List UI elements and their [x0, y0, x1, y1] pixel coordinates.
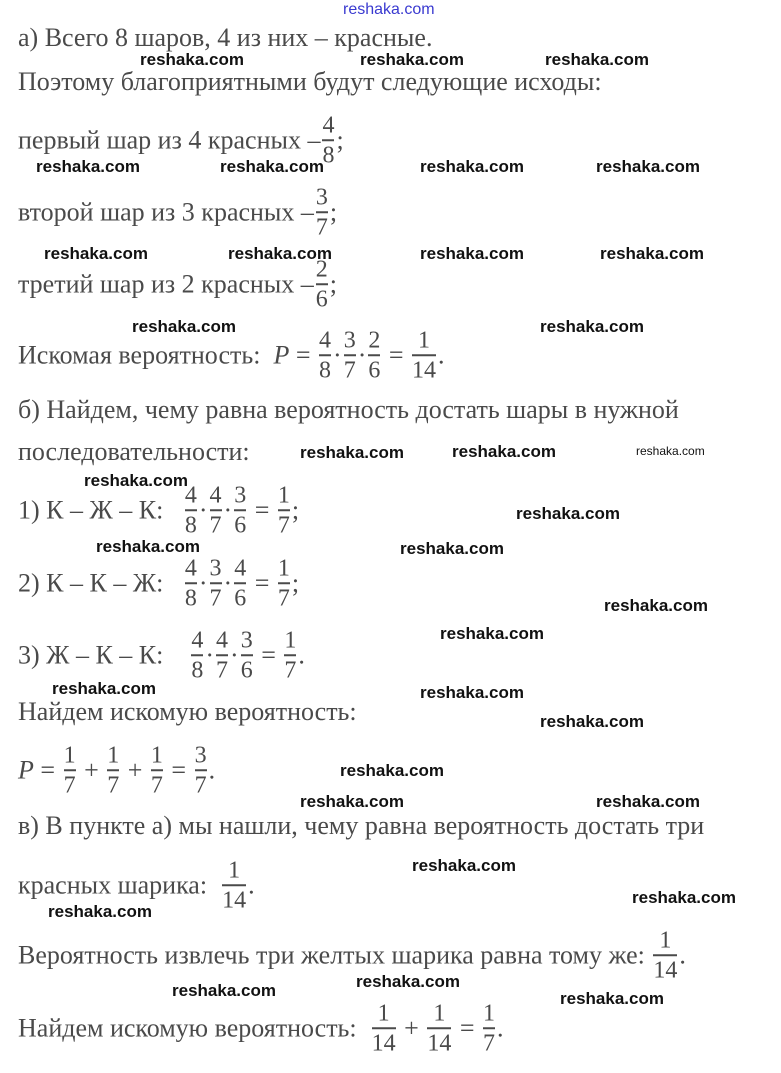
text-line [18, 397, 679, 423]
watermark: reshaka.com [84, 471, 188, 490]
fraction-bar [151, 769, 163, 771]
denominator: 7 [482, 1029, 495, 1056]
watermark: reshaka.com [52, 679, 156, 698]
fraction-bar [191, 654, 203, 656]
denominator: 7 [194, 771, 207, 798]
denominator: 14 [371, 1029, 396, 1056]
fraction [344, 328, 356, 382]
text-segment: ; [291, 495, 300, 524]
fraction-bar [319, 354, 331, 356]
denominator: 7 [284, 656, 297, 683]
fraction-bar [653, 954, 677, 956]
text-segment: · [205, 640, 215, 669]
denominator: 7 [209, 584, 222, 611]
numerator: 2 [368, 327, 381, 354]
text-segment: ; [291, 568, 300, 597]
denominator: 7 [209, 511, 222, 538]
text-segment: = [289, 340, 318, 369]
fraction [185, 483, 197, 537]
text-segment: · [223, 495, 233, 524]
text-segment: + [397, 1013, 426, 1042]
text-line [18, 928, 686, 982]
watermark: reshaka.com [300, 792, 404, 811]
watermark: reshaka.com [172, 981, 276, 1000]
numerator: 3 [240, 627, 253, 654]
fraction [191, 628, 203, 682]
denominator: 7 [277, 511, 290, 538]
denominator: 8 [184, 584, 197, 611]
fraction [372, 1001, 396, 1055]
denominator: 14 [222, 886, 247, 913]
text-line [18, 699, 357, 725]
text-segment: Искомая вероятность: [18, 340, 274, 369]
fraction-bar [368, 354, 380, 356]
fraction [427, 1001, 451, 1055]
numerator: 1 [659, 927, 672, 954]
text-segment: = [164, 755, 193, 784]
denominator: 7 [150, 771, 163, 798]
text-segment: · [198, 495, 208, 524]
fraction-bar [216, 654, 228, 656]
watermark: reshaka.com [412, 856, 516, 875]
text-segment: третий шар из 2 красных – [18, 269, 314, 298]
denominator: 14 [427, 1029, 452, 1056]
watermark: reshaka.com [596, 792, 700, 811]
numerator: 1 [277, 555, 290, 582]
numerator: 4 [191, 627, 204, 654]
watermark: reshaka.com [452, 442, 556, 461]
numerator: 4 [319, 327, 332, 354]
numerator: 1 [277, 482, 290, 509]
fraction [278, 483, 290, 537]
denominator: 7 [315, 213, 328, 240]
denominator: 8 [319, 356, 332, 383]
watermark: reshaka.com [420, 683, 524, 702]
watermark: reshaka.com [560, 989, 664, 1008]
fraction-bar [316, 283, 328, 285]
text-segment: Найдем искомую вероятность: [18, 1013, 370, 1042]
watermark: reshaka.com [132, 317, 236, 336]
fraction-bar [185, 582, 197, 584]
watermark: reshaka.com [228, 244, 332, 263]
numerator: 4 [216, 627, 229, 654]
fraction [195, 743, 207, 797]
denominator: 14 [653, 956, 678, 983]
text-segment: Поэтому благоприятными будут следующие исходы: [18, 67, 602, 96]
fraction-bar [322, 139, 334, 141]
watermark: reshaka.com [440, 624, 544, 643]
watermark: reshaka.com [300, 443, 404, 462]
text-line [18, 185, 337, 239]
watermark: reshaka.com [636, 444, 705, 458]
numerator: 3 [343, 327, 356, 354]
equation-line [18, 328, 445, 382]
equation-line [18, 483, 299, 537]
fraction [412, 328, 436, 382]
text-segment: 1) К – Ж – К: [18, 495, 183, 524]
numerator: 4 [234, 555, 247, 582]
text-segment: · [198, 568, 208, 597]
fraction-bar [412, 354, 436, 356]
denominator: 14 [412, 356, 437, 383]
text-segment: в) В пункте а) мы нашли, чему равна вероятность достать три [18, 811, 705, 840]
denominator: 6 [234, 511, 247, 538]
numerator: 2 [315, 256, 328, 283]
denominator: 8 [191, 656, 204, 683]
numerator: 1 [482, 1000, 495, 1027]
text-segment: · [230, 640, 239, 669]
text-segment: б) Найдем, чему равна вероятность достать шары в нужной [18, 395, 679, 424]
text-segment: последовательности: [18, 437, 250, 466]
fraction-bar [483, 1027, 495, 1029]
denominator: 8 [322, 141, 335, 168]
text-segment: а) Всего 8 шаров, 4 из них – красные. [18, 23, 433, 52]
watermark: reshaka.com [356, 972, 460, 991]
text-segment: . [496, 1013, 504, 1042]
text-line [18, 439, 250, 465]
fraction [316, 257, 328, 311]
text-segment: . [208, 755, 216, 784]
text-segment: ; [329, 197, 338, 226]
text-segment: = [453, 1013, 481, 1042]
fraction [368, 328, 380, 382]
numerator: 1 [63, 742, 76, 769]
text-segment: 3) Ж – К – К: [18, 640, 190, 669]
fraction-bar [107, 769, 119, 771]
fraction-bar [64, 769, 76, 771]
fraction [278, 556, 290, 610]
watermark: reshaka.com [220, 157, 324, 176]
text-segment: = [382, 340, 411, 369]
numerator: 1 [418, 327, 431, 354]
denominator: 6 [368, 356, 381, 383]
fraction-bar [278, 509, 290, 511]
fraction [316, 185, 328, 239]
fraction-bar [284, 654, 296, 656]
text-segment: . [248, 870, 255, 899]
fraction-bar [210, 509, 222, 511]
numerator: 4 [209, 482, 222, 509]
text-line [18, 25, 432, 51]
watermark: reshaka.com [604, 596, 708, 615]
fraction [64, 743, 76, 797]
text-segment: = [248, 568, 276, 597]
fraction-bar [427, 1027, 451, 1029]
text-segment: красных шарика: [18, 870, 221, 899]
text-line [18, 257, 337, 311]
header-watermark: reshaka.com [343, 1, 435, 18]
denominator: 7 [277, 584, 290, 611]
numerator: 3 [209, 555, 222, 582]
denominator: 8 [184, 511, 197, 538]
text-segment: . [679, 940, 686, 969]
text-segment: + [121, 755, 149, 784]
text-segment: первый шар из 4 красных – [18, 125, 321, 154]
watermark: reshaka.com [400, 539, 504, 558]
fraction [107, 743, 119, 797]
fraction-bar [278, 582, 290, 584]
numerator: 3 [234, 482, 247, 509]
text-segment: P [273, 340, 290, 369]
numerator: 3 [315, 184, 328, 211]
fraction-bar [344, 354, 356, 356]
fraction [234, 483, 246, 537]
numerator: 1 [228, 857, 241, 884]
denominator: 7 [216, 656, 229, 683]
fraction-bar [241, 654, 253, 656]
numerator: 4 [322, 112, 335, 139]
numerator: 1 [377, 1000, 390, 1027]
text-segment: + [77, 755, 106, 784]
watermark: reshaka.com [420, 244, 524, 263]
fraction-bar [222, 884, 246, 886]
watermark: reshaka.com [360, 50, 464, 69]
watermark: reshaka.com [632, 888, 736, 907]
numerator: 1 [107, 742, 120, 769]
fraction [319, 328, 331, 382]
denominator: 6 [240, 656, 253, 683]
text-segment: . [438, 340, 445, 369]
text-line [18, 813, 704, 839]
text-segment: = [248, 495, 276, 524]
text-segment: . [298, 640, 305, 669]
text-segment: ; [329, 269, 337, 298]
watermark: reshaka.com [48, 902, 152, 921]
fraction [222, 858, 246, 912]
denominator: 7 [63, 771, 76, 798]
watermark: reshaka.com [96, 537, 200, 556]
watermark: reshaka.com [540, 317, 644, 336]
fraction [653, 928, 677, 982]
watermark: reshaka.com [36, 157, 140, 176]
denominator: 7 [107, 771, 120, 798]
equation-line [18, 743, 215, 797]
fraction [234, 556, 246, 610]
fraction [210, 483, 222, 537]
fraction [241, 628, 253, 682]
fraction-bar [372, 1027, 396, 1029]
text-segment: 2) К – К – Ж: [18, 568, 183, 597]
numerator: 4 [184, 555, 197, 582]
fraction [151, 743, 163, 797]
fraction [322, 113, 334, 167]
watermark: reshaka.com [140, 50, 244, 69]
equation-line [18, 556, 299, 610]
text-segment: = [254, 640, 283, 669]
fraction-bar [234, 509, 246, 511]
text-segment: Найдем искомую вероятность: [18, 697, 357, 726]
watermark: reshaka.com [600, 244, 704, 263]
text-segment: второй шар из 3 красных – [18, 197, 314, 226]
numerator: 1 [284, 627, 297, 654]
text-segment: · [223, 568, 233, 597]
watermark: reshaka.com [596, 157, 700, 176]
denominator: 7 [343, 356, 356, 383]
fraction [185, 556, 197, 610]
fraction-bar [234, 582, 246, 584]
fraction-bar [195, 769, 207, 771]
denominator: 6 [315, 285, 328, 312]
denominator: 6 [234, 584, 247, 611]
equation-line [18, 1001, 503, 1055]
fraction-bar [185, 509, 197, 511]
fraction-bar [316, 211, 328, 213]
text-segment: · [357, 340, 367, 369]
watermark: reshaka.com [545, 50, 649, 69]
fraction [210, 556, 222, 610]
equation-line [18, 628, 305, 682]
fraction [483, 1001, 495, 1055]
text-segment: · [333, 340, 342, 369]
numerator: 1 [433, 1000, 446, 1027]
text-segment: P [18, 755, 34, 784]
text-line [18, 69, 602, 95]
fraction [284, 628, 296, 682]
text-segment: Вероятность извлечь три желтых шарика равна тому же: [18, 940, 652, 969]
watermark: reshaka.com [420, 157, 524, 176]
fraction [216, 628, 228, 682]
watermark: reshaka.com [516, 504, 620, 523]
numerator: 1 [150, 742, 163, 769]
watermark: reshaka.com [44, 244, 148, 263]
text-segment: ; [336, 125, 344, 154]
fraction-bar [210, 582, 222, 584]
watermark: reshaka.com [340, 761, 444, 780]
watermark: reshaka.com [540, 712, 644, 731]
text-segment: = [33, 755, 62, 784]
numerator: 4 [184, 482, 197, 509]
numerator: 3 [194, 742, 207, 769]
